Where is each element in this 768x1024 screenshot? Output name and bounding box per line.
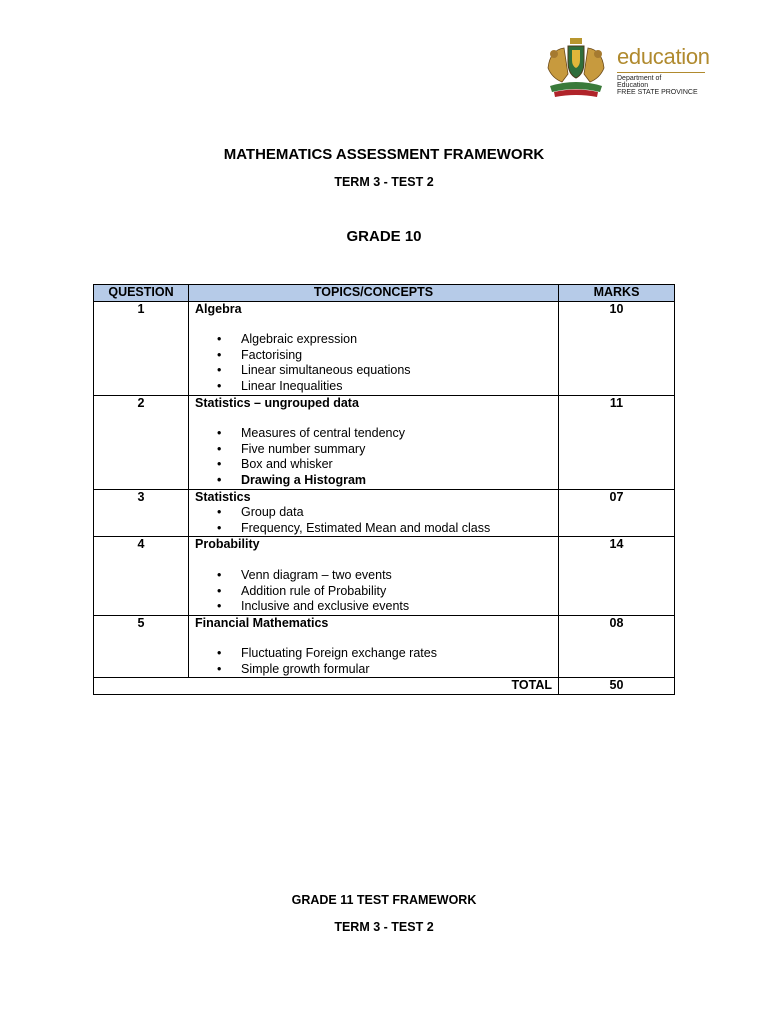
concept-item: • Measures of central tendency	[195, 426, 552, 442]
concept-item: • Linear Inequalities	[195, 379, 552, 395]
coat-of-arms-icon	[540, 36, 612, 102]
question-number: 2	[94, 395, 189, 489]
concept-list	[195, 332, 552, 394]
concept-item: • Factorising	[195, 348, 552, 364]
concept-item: • Box and whisker	[195, 457, 552, 473]
grade-heading: GRADE 10	[346, 228, 422, 245]
header-question: QUESTION	[94, 285, 189, 302]
concept-item: • Inclusive and exclusive events	[195, 599, 552, 615]
table-row	[94, 395, 675, 489]
topic-title: Probability	[195, 537, 260, 552]
topic-cell	[189, 395, 559, 489]
topic-title: Statistics	[195, 489, 251, 504]
topic-title: Statistics – ungrouped data	[195, 395, 359, 410]
grade-11-heading: GRADE 11 TEST FRAMEWORK	[291, 893, 477, 907]
table-row	[94, 489, 675, 537]
concept-item: • Venn diagram – two events	[195, 568, 552, 584]
concept-item: • Group data	[195, 505, 552, 521]
document-title: MATHEMATICS ASSESSMENT FRAMEWORK	[223, 146, 545, 163]
logo-line-3: FREE STATE PROVINCE	[617, 89, 698, 96]
table-row	[94, 615, 675, 678]
marks-value: 08	[559, 615, 675, 678]
marks-value: 14	[559, 537, 675, 615]
concept-item: • Simple growth formular	[195, 662, 552, 678]
header-marks: MARKS	[559, 285, 675, 302]
topic-cell	[189, 615, 559, 678]
table-row	[94, 537, 675, 615]
total-label: TOTAL	[94, 678, 559, 695]
topic-cell	[189, 301, 559, 395]
concept-item: • Frequency, Estimated Mean and modal class	[195, 521, 552, 537]
assessment-framework-table	[93, 284, 675, 695]
marks-value: 07	[559, 489, 675, 537]
concept-item: • Five number summary	[195, 442, 552, 458]
total-marks: 50	[559, 678, 675, 695]
concept-item: • Addition rule of Probability	[195, 584, 552, 600]
table-row	[94, 301, 675, 395]
concept-item: • Algebraic expression	[195, 332, 552, 348]
topic-title: Financial Mathematics	[195, 615, 329, 630]
topic-cell	[189, 489, 559, 537]
term-subtitle: TERM 3 - TEST 2	[334, 175, 434, 189]
total-row	[94, 678, 675, 695]
topic-cell	[189, 537, 559, 615]
logo-wordmark: education	[617, 44, 710, 69]
question-number: 4	[94, 537, 189, 615]
logo-divider	[617, 72, 705, 73]
table-header-row	[94, 285, 675, 302]
concept-item: • Fluctuating Foreign exchange rates	[195, 646, 552, 662]
logo-line-2: Education	[617, 82, 649, 89]
logo-line-1: Department of	[617, 75, 662, 82]
marks-value: 10	[559, 301, 675, 395]
concept-list	[195, 568, 552, 615]
topic-title: Algebra	[195, 301, 242, 316]
header-topics: TOPICS/CONCEPTS	[189, 285, 559, 302]
concept-item: • Drawing a Histogram	[195, 473, 552, 489]
education-logo	[540, 36, 710, 102]
question-number: 1	[94, 301, 189, 395]
concept-list	[195, 646, 552, 677]
concept-list	[195, 426, 552, 488]
question-number: 3	[94, 489, 189, 537]
concept-list	[195, 505, 552, 536]
question-number: 5	[94, 615, 189, 678]
grade-11-term: TERM 3 - TEST 2	[334, 920, 434, 934]
marks-value: 11	[559, 395, 675, 489]
concept-item: • Linear simultaneous equations	[195, 363, 552, 379]
